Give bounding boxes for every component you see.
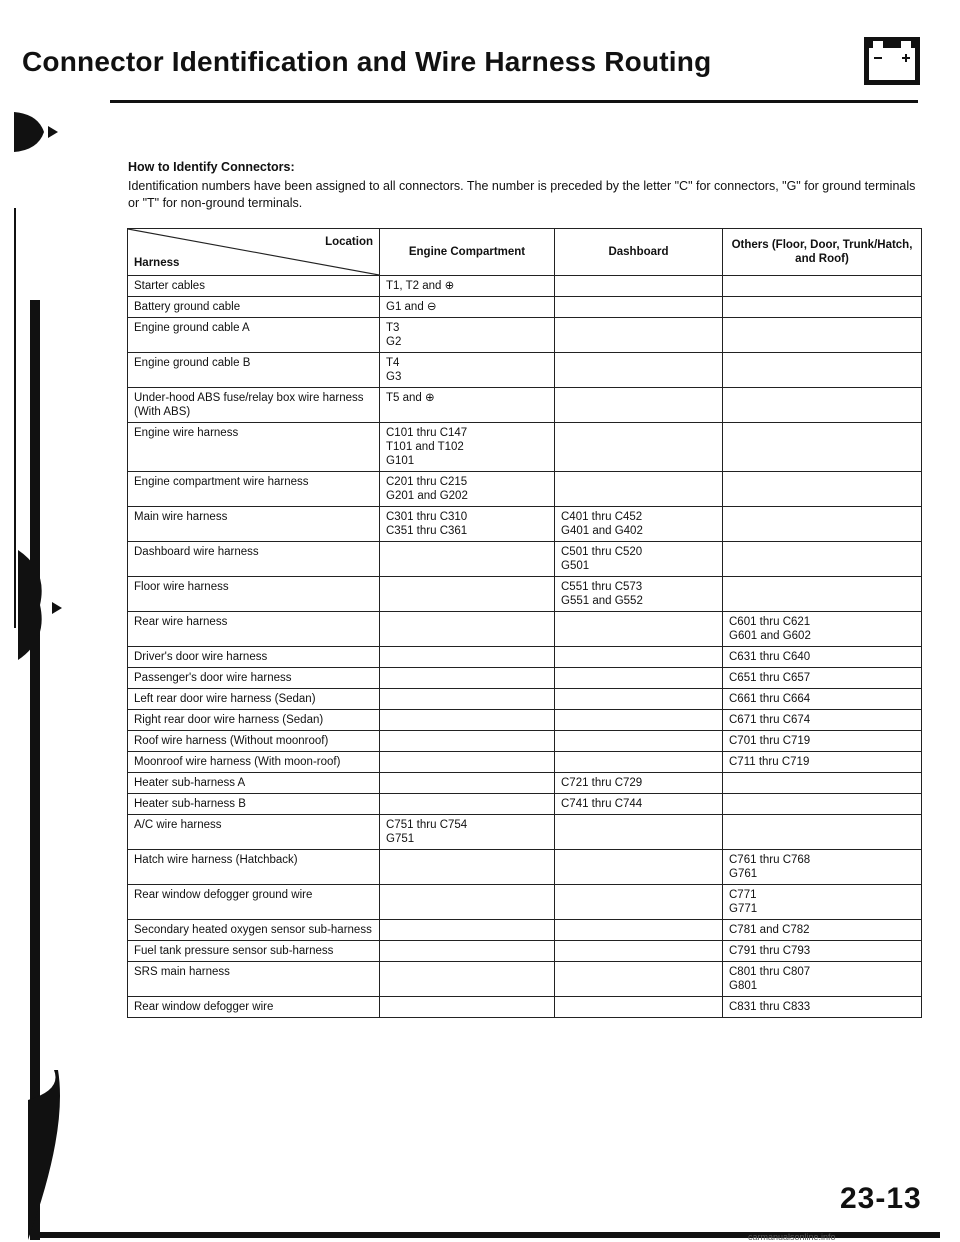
header-corner-cell [128, 229, 380, 276]
margin-line [14, 208, 16, 628]
table-row [128, 297, 922, 318]
cell-engine [380, 794, 555, 815]
cell-others: C791 thru C793 [723, 941, 922, 962]
cell-others: C651 thru C657 [723, 668, 922, 689]
cell-dashboard [555, 647, 723, 668]
header-harness: Harness [134, 257, 180, 269]
cell-harness: Passenger's door wire harness [128, 668, 380, 689]
table-row [128, 941, 922, 962]
cell-dashboard [555, 689, 723, 710]
cell-dashboard [555, 815, 723, 850]
cell-harness: Engine compartment wire harness [128, 472, 380, 507]
cell-dashboard [555, 612, 723, 647]
cell-others [723, 542, 922, 577]
cell-dashboard [555, 276, 723, 297]
cell-dashboard: C551 thru C573 G551 and G552 [555, 577, 723, 612]
connector-table [127, 228, 922, 1018]
table-header-row [128, 229, 922, 276]
cell-others: C771 G771 [723, 885, 922, 920]
table-row [128, 773, 922, 794]
table-row [128, 710, 922, 731]
cell-dashboard: C721 thru C729 [555, 773, 723, 794]
cell-engine: C301 thru C310 C351 thru C361 [380, 507, 555, 542]
table-row [128, 920, 922, 941]
arrow-icon [14, 112, 64, 152]
cell-others [723, 297, 922, 318]
table-row [128, 752, 922, 773]
header-others: Others (Floor, Door, Trunk/Hatch, and Roof) [723, 229, 922, 276]
cell-others: C631 thru C640 [723, 647, 922, 668]
cell-others [723, 815, 922, 850]
table-row [128, 423, 922, 472]
cell-others [723, 472, 922, 507]
table-row [128, 276, 922, 297]
cell-harness: Floor wire harness [128, 577, 380, 612]
cell-dashboard [555, 353, 723, 388]
cell-dashboard [555, 297, 723, 318]
cell-others [723, 577, 922, 612]
cell-others: C781 and C782 [723, 920, 922, 941]
cell-others: C711 thru C719 [723, 752, 922, 773]
cell-harness: Battery ground cable [128, 297, 380, 318]
cell-harness: Left rear door wire harness (Sedan) [128, 689, 380, 710]
table-row [128, 647, 922, 668]
watermark: carmanualsonline.info [748, 1232, 836, 1242]
cell-engine [380, 752, 555, 773]
cell-dashboard: C501 thru C520 G501 [555, 542, 723, 577]
header-location: Location [325, 236, 373, 248]
cell-harness: Heater sub-harness A [128, 773, 380, 794]
cell-harness: Driver's door wire harness [128, 647, 380, 668]
cell-engine: C201 thru C215 G201 and G202 [380, 472, 555, 507]
cell-harness: Roof wire harness (Without moonroof) [128, 731, 380, 752]
arrow-icon [28, 1070, 72, 1240]
cell-engine [380, 920, 555, 941]
table-row [128, 318, 922, 353]
cell-others [723, 507, 922, 542]
cell-engine [380, 710, 555, 731]
cell-dashboard [555, 885, 723, 920]
cell-engine [380, 850, 555, 885]
cell-harness: Fuel tank pressure sensor sub-harness [128, 941, 380, 962]
cell-harness: Rear wire harness [128, 612, 380, 647]
cell-dashboard [555, 941, 723, 962]
cell-engine [380, 731, 555, 752]
cell-others [723, 423, 922, 472]
cell-harness: Engine ground cable B [128, 353, 380, 388]
cell-engine [380, 773, 555, 794]
table-row [128, 794, 922, 815]
table-row [128, 689, 922, 710]
cell-others [723, 353, 922, 388]
cell-engine [380, 577, 555, 612]
table-row [128, 542, 922, 577]
cell-harness: Engine ground cable A [128, 318, 380, 353]
cell-dashboard [555, 388, 723, 423]
cell-dashboard [555, 850, 723, 885]
cell-harness: Rear window defogger ground wire [128, 885, 380, 920]
cell-harness: Secondary heated oxygen sensor sub-harness [128, 920, 380, 941]
table-row [128, 962, 922, 997]
table-row [128, 731, 922, 752]
cell-dashboard [555, 962, 723, 997]
cell-dashboard: C401 thru C452 G401 and G402 [555, 507, 723, 542]
table-row [128, 472, 922, 507]
cell-others: C831 thru C833 [723, 997, 922, 1018]
cell-engine: T3 G2 [380, 318, 555, 353]
cell-dashboard [555, 752, 723, 773]
cell-dashboard: C741 thru C744 [555, 794, 723, 815]
cell-harness: Heater sub-harness B [128, 794, 380, 815]
battery-icon [863, 36, 921, 86]
cell-dashboard [555, 423, 723, 472]
cell-others [723, 318, 922, 353]
cell-engine [380, 542, 555, 577]
cell-harness: SRS main harness [128, 962, 380, 997]
table-row [128, 885, 922, 920]
cell-dashboard [555, 668, 723, 689]
cell-harness: Engine wire harness [128, 423, 380, 472]
cell-engine [380, 885, 555, 920]
cell-harness: Under-hood ABS fuse/relay box wire harness (With ABS) [128, 388, 380, 423]
table-row [128, 612, 922, 647]
table-row [128, 815, 922, 850]
table-row [128, 388, 922, 423]
header-dashboard: Dashboard [555, 229, 723, 276]
cell-harness: Moonroof wire harness (With moon-roof) [128, 752, 380, 773]
cell-dashboard [555, 997, 723, 1018]
cell-harness: Rear window defogger wire [128, 997, 380, 1018]
cell-engine [380, 668, 555, 689]
cell-others [723, 794, 922, 815]
table-row [128, 997, 922, 1018]
cell-dashboard [555, 318, 723, 353]
page-number: 23-13 [840, 1182, 922, 1215]
cell-engine [380, 997, 555, 1018]
cell-harness: Hatch wire harness (Hatchback) [128, 850, 380, 885]
cell-others [723, 773, 922, 794]
cell-dashboard [555, 920, 723, 941]
cell-engine: C101 thru C147 T101 and T102 G101 [380, 423, 555, 472]
cell-harness: Right rear door wire harness (Sedan) [128, 710, 380, 731]
cell-others: C601 thru C621 G601 and G602 [723, 612, 922, 647]
cell-others: C671 thru C674 [723, 710, 922, 731]
cell-engine [380, 689, 555, 710]
table-row [128, 353, 922, 388]
cell-engine: G1 and ⊖ [380, 297, 555, 318]
cell-others: C701 thru C719 [723, 731, 922, 752]
cell-dashboard [555, 472, 723, 507]
cell-engine: C751 thru C754 G751 [380, 815, 555, 850]
cell-engine: T5 and ⊕ [380, 388, 555, 423]
cell-dashboard [555, 731, 723, 752]
cell-others [723, 388, 922, 423]
cell-engine: T4 G3 [380, 353, 555, 388]
table-row [128, 850, 922, 885]
cell-harness: Main wire harness [128, 507, 380, 542]
cell-engine [380, 941, 555, 962]
cell-dashboard [555, 710, 723, 731]
cell-harness: Dashboard wire harness [128, 542, 380, 577]
cell-engine [380, 962, 555, 997]
cell-others: C801 thru C807 G801 [723, 962, 922, 997]
cell-engine [380, 647, 555, 668]
cell-engine: T1, T2 and ⊕ [380, 276, 555, 297]
header-engine-compartment: Engine Compartment [380, 229, 555, 276]
table-body [128, 276, 922, 1018]
cell-engine [380, 612, 555, 647]
cell-others [723, 276, 922, 297]
cell-others: C661 thru C664 [723, 689, 922, 710]
arrow-icon [18, 550, 66, 660]
intro-heading: How to Identify Connectors: [128, 160, 295, 174]
cell-harness: Starter cables [128, 276, 380, 297]
title-rule [110, 100, 918, 103]
table-row [128, 507, 922, 542]
cell-others: C761 thru C768 G761 [723, 850, 922, 885]
table-row [128, 668, 922, 689]
table-row [128, 577, 922, 612]
cell-harness: A/C wire harness [128, 815, 380, 850]
intro-text: Identification numbers have been assigned to all connectors. The number is preceded by the letter "C" for connectors, "G" for ground terminals or "T" for non-ground terminals. [128, 179, 916, 210]
page-title: Connector Identification and Wire Harness Routing [22, 46, 712, 77]
